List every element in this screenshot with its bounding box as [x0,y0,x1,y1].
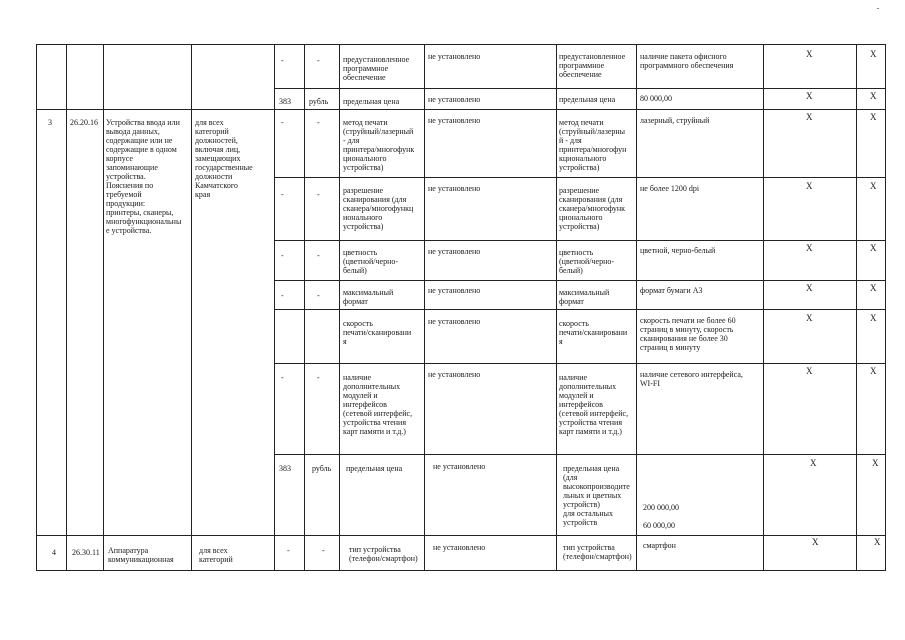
characteristic: метод печати (струйный/лазерный - для принтера/многофунк ционального устройства) [343,118,415,172]
x-mark: X [806,91,813,101]
characteristic: тип устройства (телефон/смартфон) [563,543,632,561]
x-mark: X [806,313,813,323]
characteristic-value: не установлено [428,95,481,104]
column-divider [556,44,557,571]
characteristic: наличие дополнительных модулей и интерфейсов (сетевой интерфейс, устройства чтения карт памяти и т.д.) [559,373,629,436]
table-border-bottom [36,570,886,571]
x-mark: X [870,181,877,191]
characteristic: скорость печати/сканировани я [559,319,628,346]
characteristic-value: наличие пакета офисного программного обеспечения [640,52,734,70]
unit-name: - [317,251,320,260]
characteristic: максимальный формат [559,288,610,306]
okei-code: - [281,291,284,300]
okei-code: - [281,251,284,260]
product-name: Аппаратура коммуникационная [108,546,174,564]
unit-name: рубль [309,97,329,106]
x-mark: X [806,112,813,122]
row-divider [274,88,886,89]
row-divider [36,535,886,536]
okei-code: 383 [279,464,291,473]
row-divider [274,363,886,364]
unit-name: - [317,373,320,382]
okei-code: 383 [279,97,291,106]
column-divider [339,44,340,571]
characteristic: разрешение сканирования (для сканера/многофункц ионального устройства) [343,186,414,231]
table-border-right [885,44,886,571]
unit-name: - [317,56,320,65]
column-divider [856,44,857,571]
x-mark: X [874,537,881,547]
x-mark: X [810,458,817,468]
price-limit-high: 200 000,00 [643,503,679,512]
unit-name: рубль [312,464,332,473]
unit-name: - [317,190,320,199]
x-mark: X [806,181,813,191]
characteristic: предельная цена (для высокопроизводите льных и цветных устройств) для остальных устройств [563,464,630,527]
characteristic: тип устройства (телефон/смартфон) [349,545,418,563]
table-border-left [36,44,37,571]
characteristic-value: скорость печати не более 60 страниц в минуту, скорость сканирования не более 30 страниц в минуту [640,316,736,352]
row-divider [274,240,886,241]
unit-name: - [322,546,325,555]
row-divider [36,109,886,110]
price-limit-other: 60 000,00 [643,521,675,530]
x-mark: X [806,283,813,293]
scan-mark [877,8,879,9]
row-number: 3 [48,118,52,127]
characteristic-value: не установлено [433,543,486,552]
row-divider [274,177,886,178]
x-mark: X [870,283,877,293]
characteristic: цветность (цветной/черно- белый) [343,248,399,275]
x-mark: X [806,366,813,376]
x-mark: X [806,243,813,253]
okei-code: - [281,56,284,65]
row-number: 4 [52,548,56,557]
characteristic-value: не установлено [433,462,486,471]
characteristic-value: не более 1200 dpi [640,184,700,193]
x-mark: X [870,91,877,101]
unit-name: - [317,118,320,127]
characteristic-value: цветной, черно-белый [640,246,716,255]
characteristic-value: смартфон [643,541,676,550]
characteristic: наличие дополнительных модулей и интерфейсов (сетевой интерфейс, устройства чтения карт памяти и т.д.) [343,373,413,436]
x-mark: X [870,112,877,122]
column-divider [763,44,764,571]
x-mark: X [812,537,819,547]
column-divider [103,44,104,571]
okpd-code: 26.20.16 [70,118,98,127]
characteristic: предельная цена [346,464,403,473]
okei-code: - [287,546,290,555]
x-mark: X [870,366,877,376]
characteristic: метод печати (струйный/лазерны й - для принтера/многофун кционального устройства) [559,118,627,172]
characteristic-value: не установлено [428,317,481,326]
row-divider [274,280,886,281]
unit-name: - [317,291,320,300]
column-divider [274,44,275,571]
position-category: для всех категорий должностей, включая лиц, замещающих государственные должности Камчатского края [195,118,253,199]
characteristic-value: не установлено [428,184,481,193]
column-divider [66,44,67,571]
characteristic-value: 80 000,00 [640,94,672,103]
x-mark: X [870,243,877,253]
characteristic: скорость печати/сканировани я [343,319,412,346]
characteristic: цветность (цветной/черно- белый) [559,248,615,275]
x-mark: X [870,49,877,59]
characteristic-value: не установлено [428,116,481,125]
characteristic: предустановленное программное обеспечение [343,55,410,82]
okei-code: - [281,373,284,382]
row-divider [274,454,886,455]
row-divider [274,309,886,310]
x-mark: X [806,49,813,59]
characteristic-value: не установлено [428,286,481,295]
characteristic-value: формат бумаги А3 [640,286,703,295]
characteristic: разрешение сканирования (для сканера/многофунк ционального устройства) [559,186,626,231]
okpd-code: 26.30.11 [72,548,100,557]
characteristic-value: лазерный, струйный [640,116,710,125]
characteristic: предельная цена [343,97,400,106]
characteristic: предустановленное программное обеспечение [559,52,626,79]
okei-code: - [281,118,284,127]
column-divider [636,44,637,571]
table-border-top [36,44,886,45]
characteristic: максимальный формат [343,288,394,306]
characteristic-value: не установлено [428,370,481,379]
position-category: для всех категорий [199,546,233,564]
x-mark: X [870,313,877,323]
x-mark: X [872,458,879,468]
column-divider [304,44,305,571]
okei-code: - [281,190,284,199]
product-name: Устройства ввода или вывода данных, содержащие или не содержащие в одном корпусе запоминающие устройства. Пояснения по требуемой продукции: принтеры, сканеры, многофункциональны е устройства. [106,118,182,235]
characteristic: предельная цена [559,95,616,104]
characteristic-value: наличие сетевого интерфейса, WI-FI [640,370,743,388]
characteristic-value: не установлено [428,247,481,256]
characteristic-value: не установлено [428,52,481,61]
